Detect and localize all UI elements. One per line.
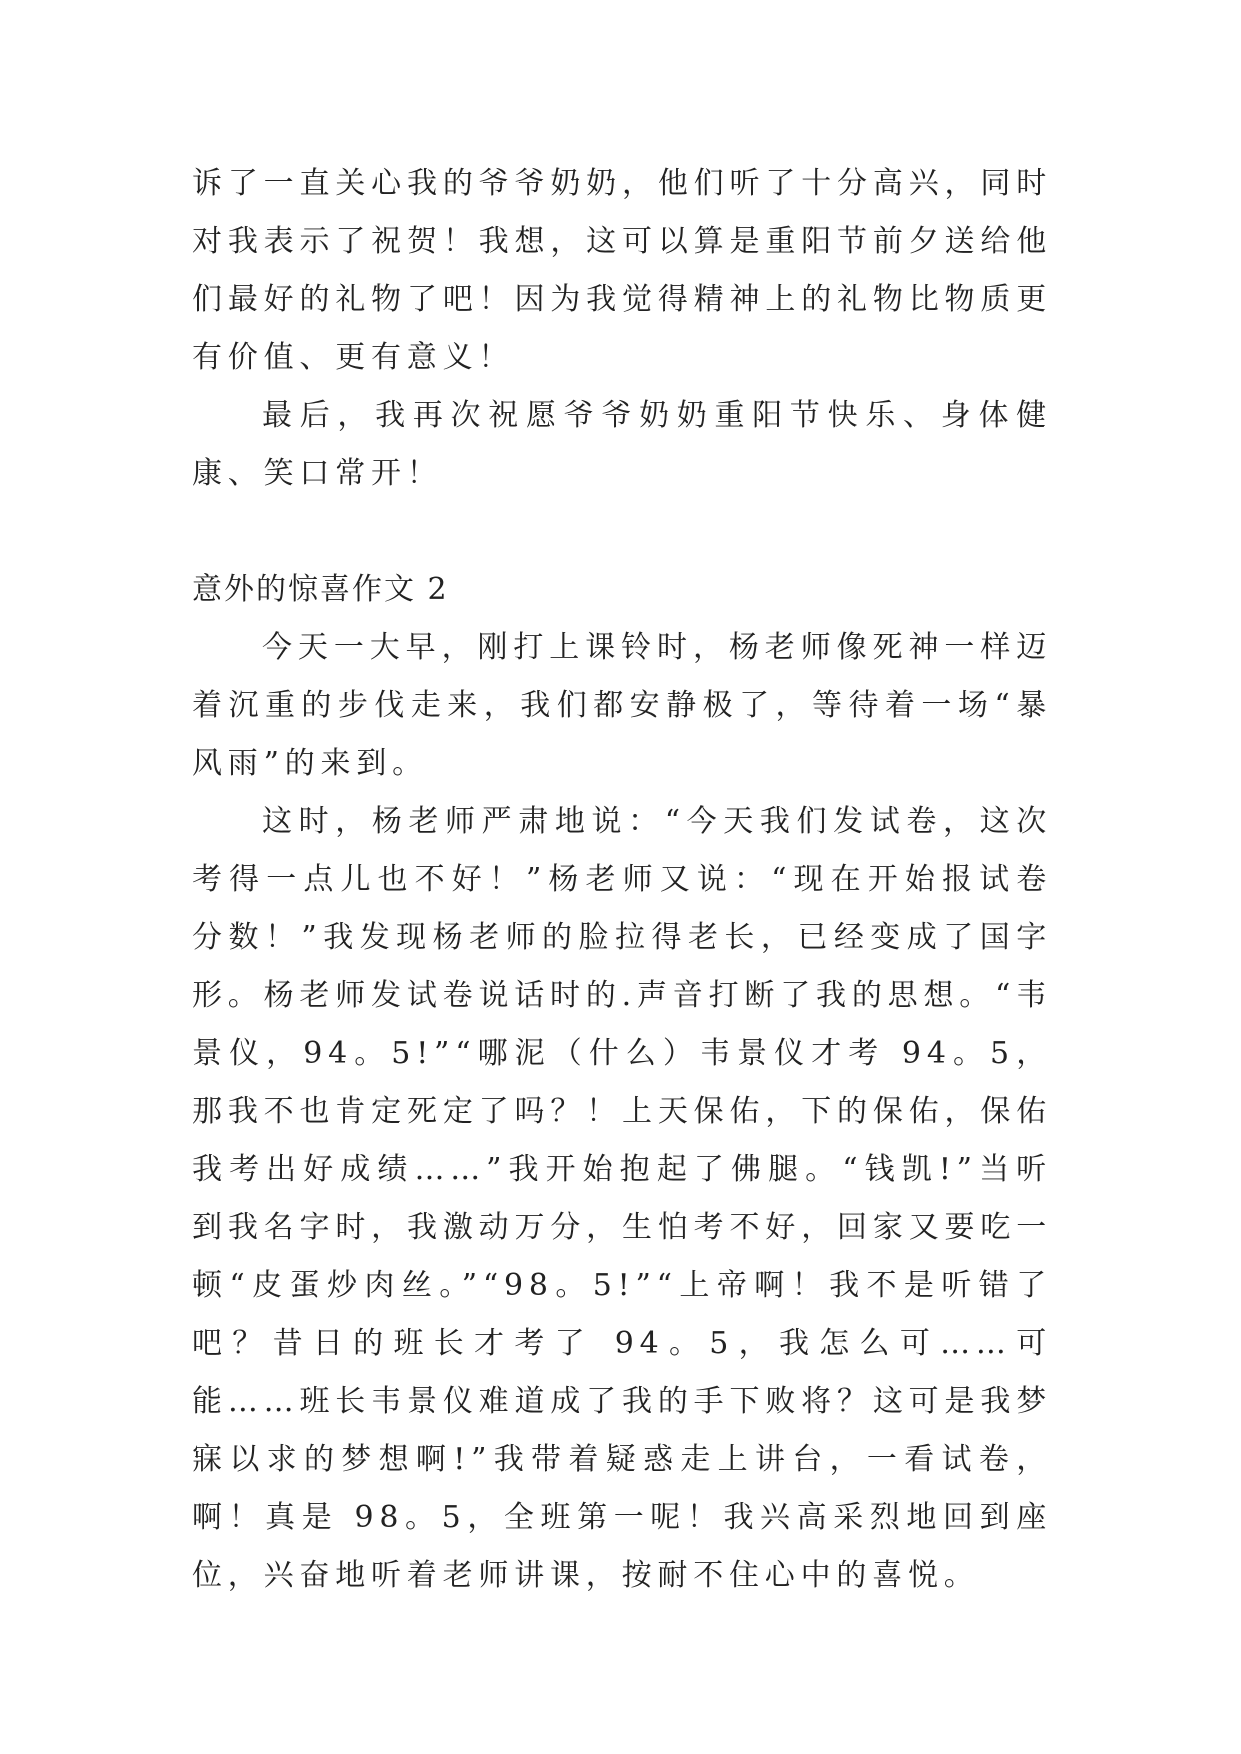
essay-title: 意外的惊喜作文 2 [192,572,449,607]
continued-paragraph: 诉了一直关心我的爷爷奶奶，他们听了十分高兴，同时对我表示了祝贺！我想，这可以算是重阳节前夕送给他们最好的礼物了吧！因为我觉得精神上的礼物比物质更有价值、更有意义！ [192,166,1052,375]
essay-paragraph-2: 这时，杨老师严肃地说：“今天我们发试卷，这次考得一点儿也不好！”杨老师又说：“现在开始报试卷分数！”我发现杨老师的脸拉得老长，已经变成了国字形。杨老师发试卷说话时的.声音打断了我的思想。“韦景仪，94。5!”“哪泥（什么）韦景仪才考 94。5，那我不也肯定死定了吗？！上天保佑，下的保佑，保佑我考出好成绩……”我开始抱起了佛腿。“钱凯!”当听到我名字时，我激动万分，生怕考不好，回家又要吃一顿“皮蛋炒肉丝。”“98。5!”“上帝啊！我不是听错了吧？昔日的班长才考了 94。5，我怎么可……可能……班长韦景仪难道成了我的手下败将？这可是我梦寐以求的梦想啊!”我带着疑惑走上讲台，一看试卷，啊！真是 98。5，全班第一呢！我兴高采烈地回到座位，兴奋地听着老师讲课，按耐不住心中的喜悦。 [192,804,1052,1593]
section-spacer [192,503,1052,561]
document-body [192,155,1052,1605]
closing-paragraph: 最后，我再次祝愿爷爷奶奶重阳节快乐、身体健康、笑口常开！ [192,398,1052,491]
essay-paragraph-1: 今天一大早，刚打上课铃时，杨老师像死神一样迈着沉重的步伐走来，我们都安静极了，等待着一场“暴风雨”的来到。 [192,630,1052,781]
